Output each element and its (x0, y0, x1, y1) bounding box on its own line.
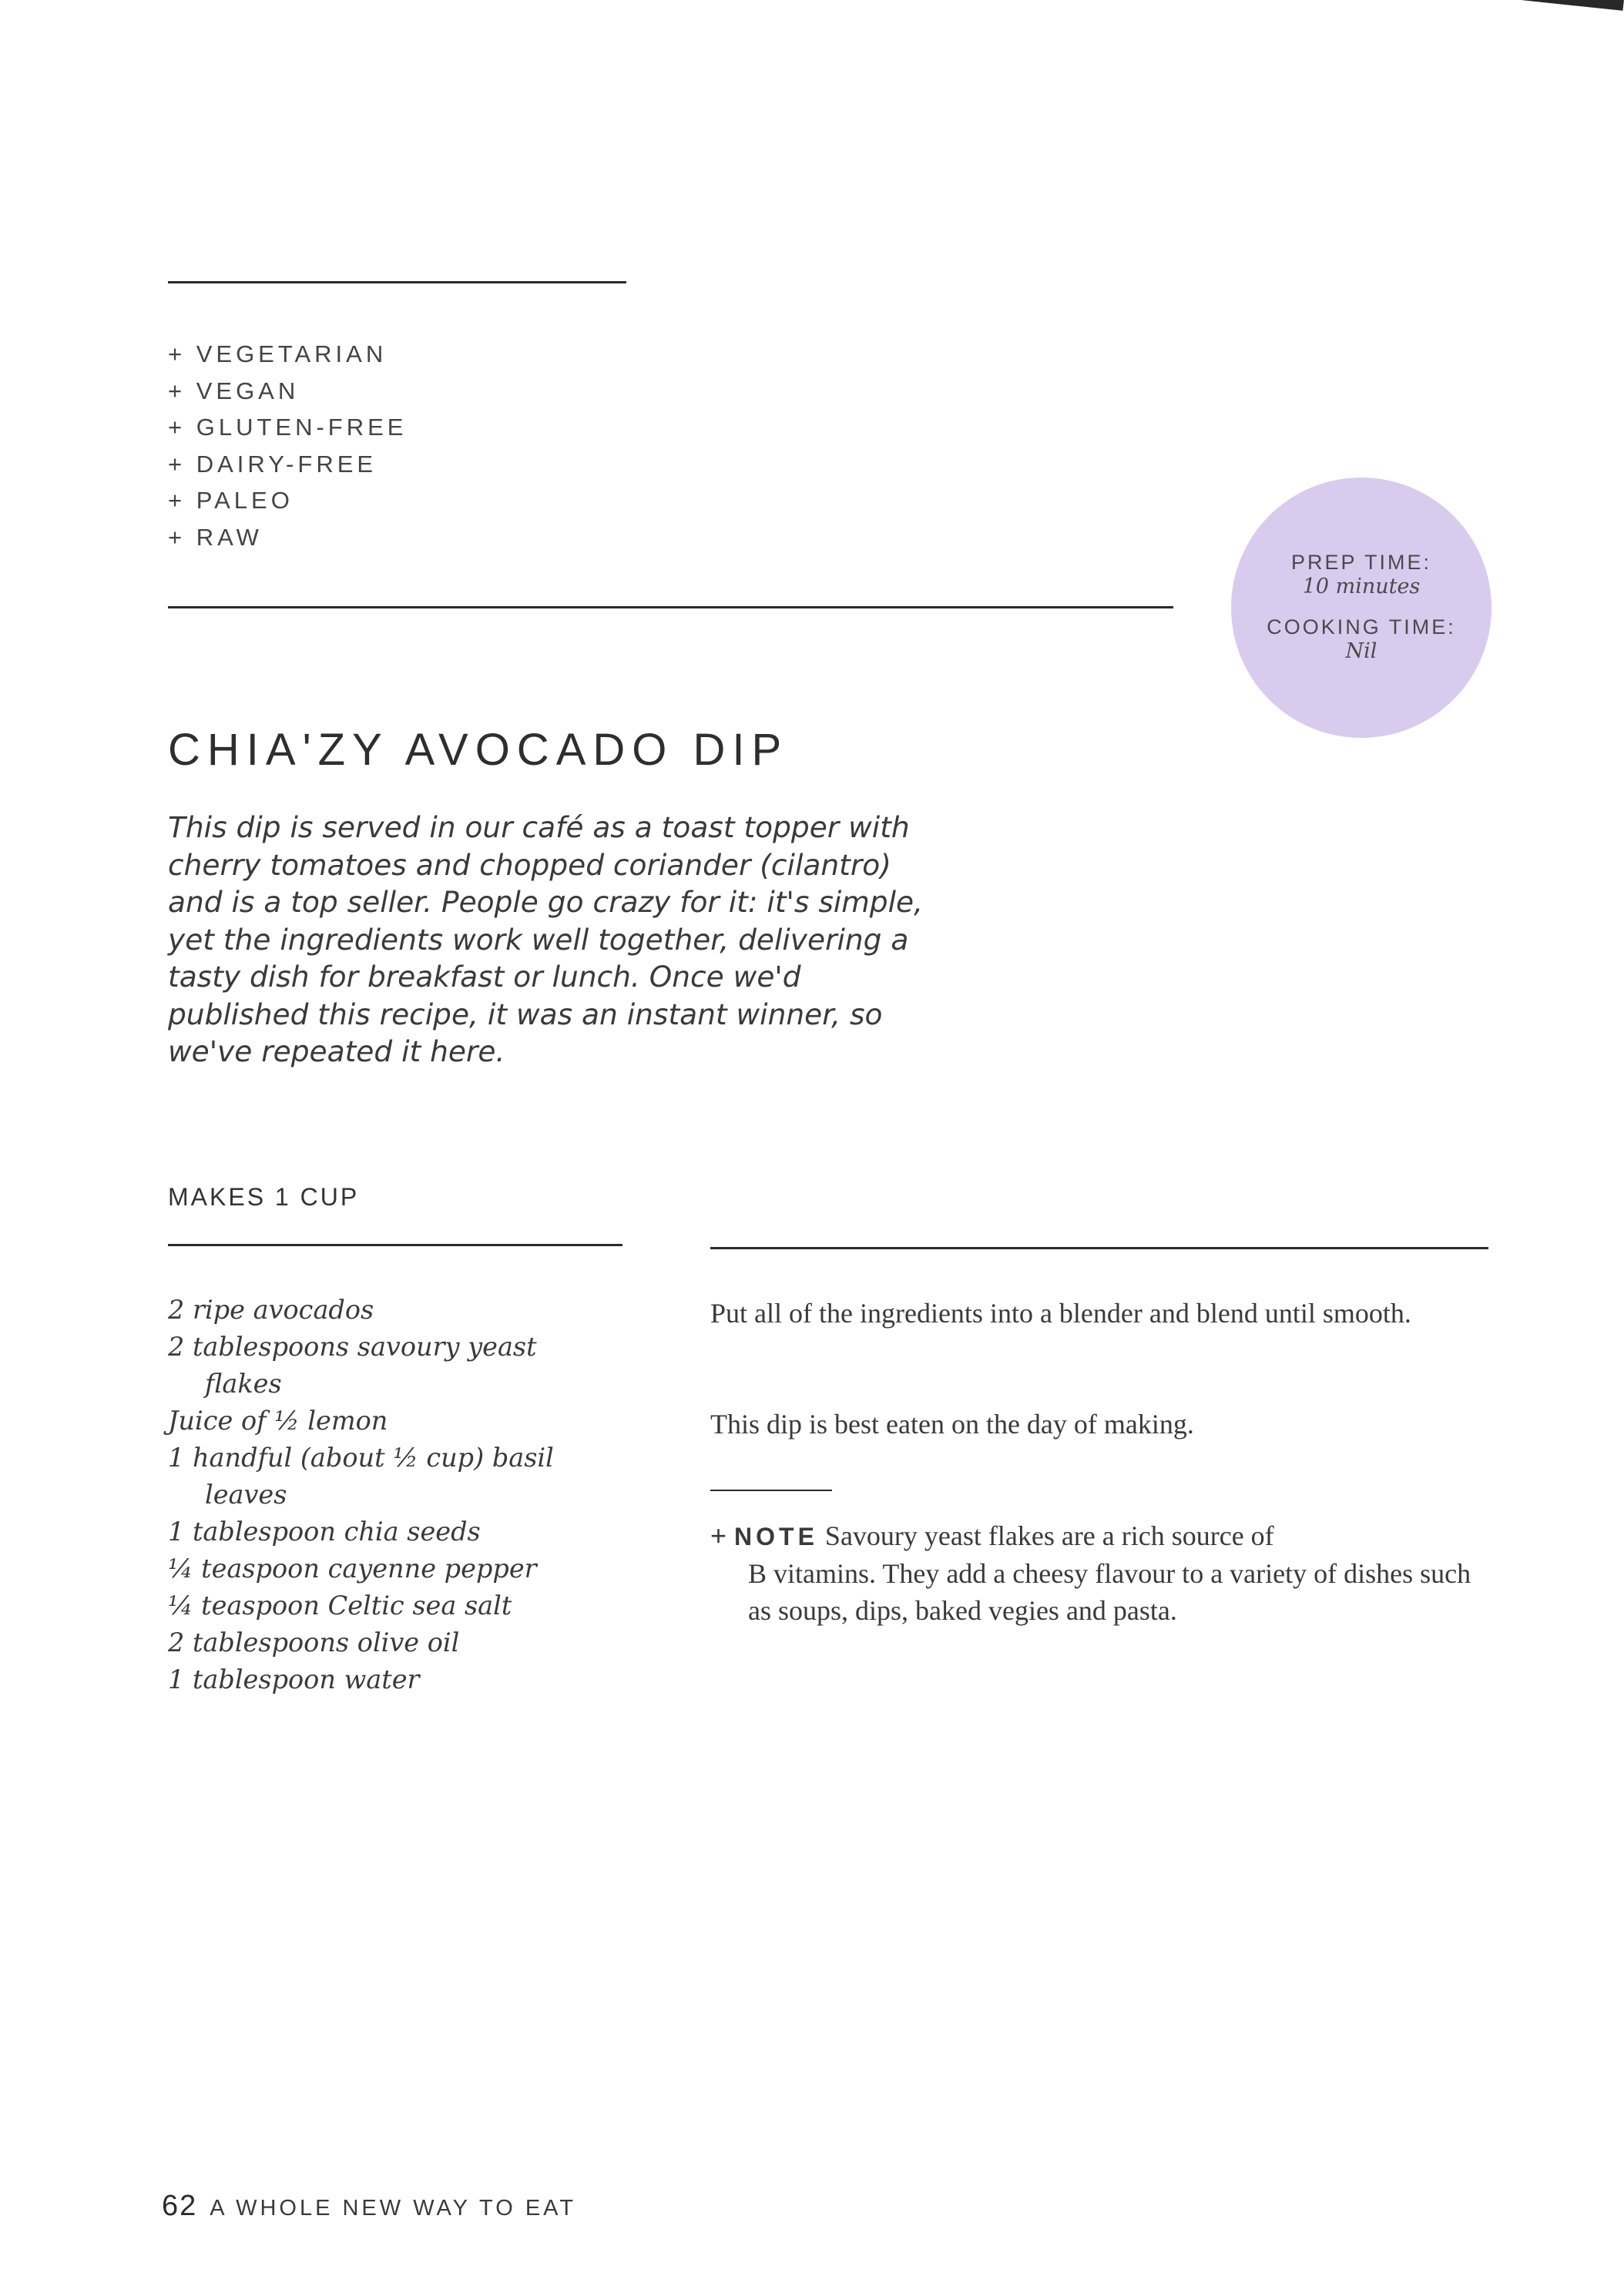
tag-dairy-free: + DAIRY-FREE (168, 446, 407, 483)
note: + NOTE Savoury yeast flakes are a rich source of B vitamins. They add a cheesy flavour to a variety of dishes such as soups, dips, baked vegies and pasta. (710, 1517, 1481, 1629)
ingredient-item: ¼ teaspoon cayenne pepper (168, 1554, 537, 1584)
ingredient-item: 2 ripe avocados (168, 1295, 374, 1325)
ingredient-item: 1 handful (about ½ cup) basil leaves (168, 1443, 554, 1510)
cooking-time-label: COOKING TIME: (1267, 615, 1456, 639)
prep-time-label: PREP TIME: (1290, 551, 1432, 574)
tag-paleo: + PALEO (168, 482, 407, 519)
ingredients-rule (168, 1244, 622, 1246)
recipe-title: CHIA'ZY AVOCADO DIP (168, 725, 789, 775)
top-rule (168, 281, 626, 283)
prep-time-value: 10 minutes (1302, 575, 1421, 598)
tag-vegetarian: + VEGETARIAN (168, 336, 407, 373)
note-text-continued: B vitamins. They add a cheesy flavour to a variety of dishes such as soups, dips, baked vegies and pasta. (748, 1558, 1471, 1626)
tag-vegan: + VEGAN (168, 373, 407, 410)
page-corner-shadow (1512, 0, 1624, 42)
tags-rule (168, 606, 1173, 608)
cooking-time-value: Nil (1345, 639, 1377, 663)
method-step-1: Put all of the ingredients into a blender and blend until smooth. (710, 1298, 1411, 1329)
ingredient-item: 1 tablespoon chia seeds (168, 1517, 481, 1547)
note-rule (710, 1490, 832, 1491)
dietary-tags (168, 336, 407, 555)
page-footer (162, 2190, 576, 2223)
page-number: 62 (162, 2190, 198, 2222)
recipe-intro: This dip is served in our café as a toast topper with cherry tomatoes and chopped coriander (cilantro) and is a top seller. People go crazy for it: it's simple, yet the ingredients work well together, delivering a tasty dish for breakfast or lunch. Once we'd published this recipe, it was an instant winner, so we've repeated it here. (168, 810, 924, 1068)
ingredient-item: ¼ teaspoon Celtic sea salt (168, 1590, 512, 1621)
timing-badge (1231, 478, 1491, 738)
yield: MAKES 1 CUP (168, 1183, 360, 1211)
method-rule (710, 1247, 1488, 1249)
method-step-2: This dip is best eaten on the day of making. (710, 1409, 1194, 1440)
book-title: A WHOLE NEW WAY TO EAT (210, 2196, 577, 2221)
ingredient-item: 1 tablespoon water (168, 1664, 420, 1694)
note-label: NOTE (734, 1523, 818, 1550)
ingredient-item: 2 tablespoons savoury yeast flakes (168, 1332, 537, 1399)
tag-raw: + RAW (168, 519, 407, 556)
tag-gluten-free: + GLUTEN-FREE (168, 409, 407, 446)
ingredients-list (168, 1292, 599, 1698)
ingredient-item: 2 tablespoons olive oil (168, 1627, 460, 1657)
note-text: Savoury yeast flakes are a rich source of (824, 1520, 1274, 1551)
ingredient-item: Juice of ½ lemon (168, 1406, 388, 1436)
